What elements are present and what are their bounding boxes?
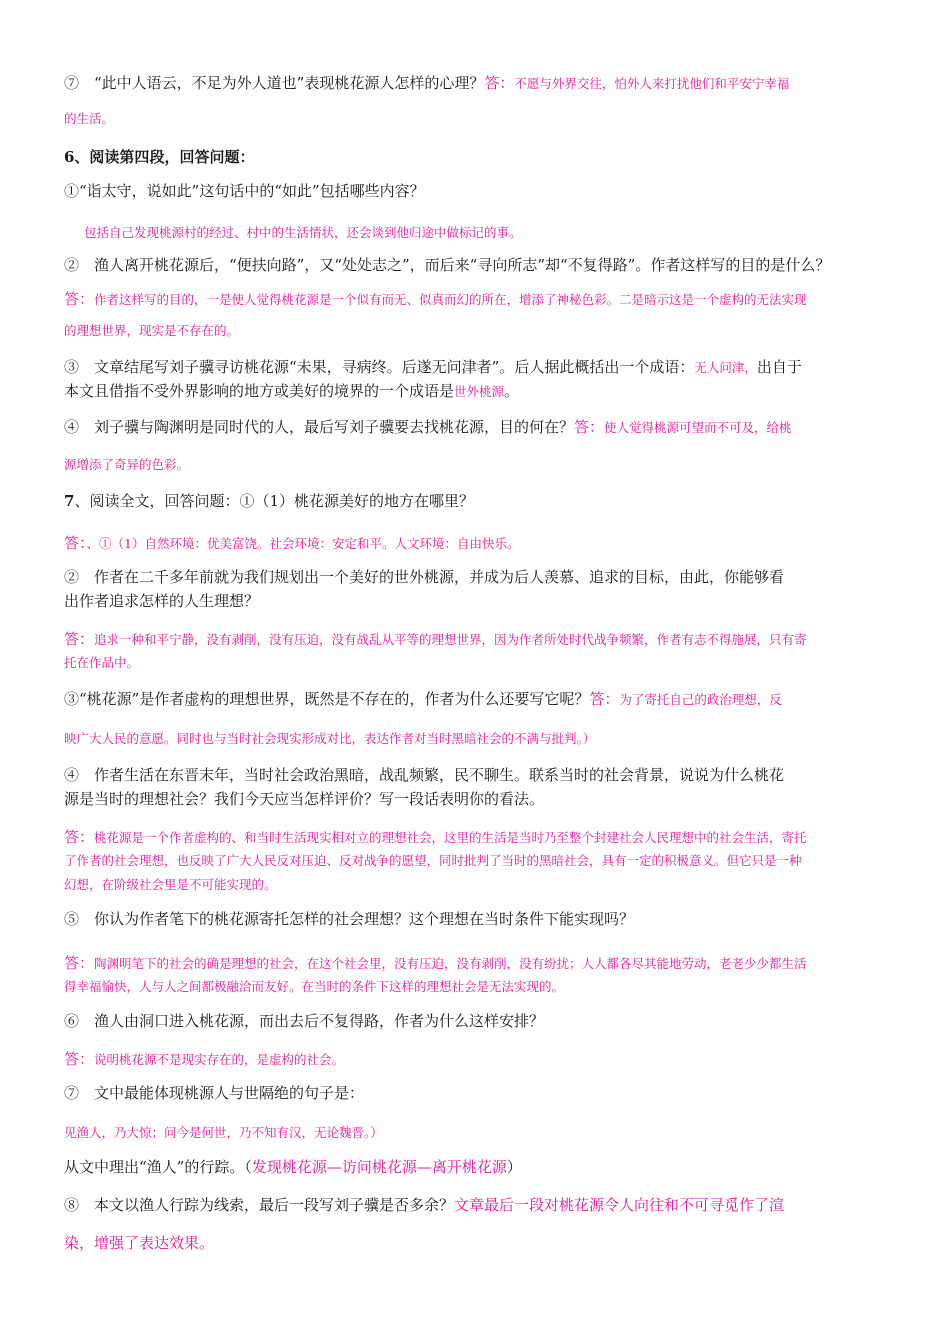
question-6-3-cont: 本文且借指不受外界影响的地方或美好的境界的一个成语是世外桃源。 xyxy=(64,382,520,400)
question-7-4: ④ 作者生活在东晋末年，当时社会政治黑暗，战乱频繁，民不聊生。联系当时的社会背景，说说为什么桃花 xyxy=(64,766,785,784)
answer-s1-7-cont: 的生活。 xyxy=(64,111,115,126)
question-7-4-cont: 源是当时的理想社会？我们今天应当怎样评价？写一段话表明你的看法。 xyxy=(64,790,545,808)
answer-7-2-cont: 托在作品中。 xyxy=(64,655,140,670)
question-7-3: ③“桃花源”是作者虚构的理想世界，既然是不存在的，作者为什么还要写它呢？答：为了寄托自己的政治理想，反 xyxy=(64,690,782,708)
answer-6-1: 包括自己发现桃源村的经过、村中的生活情状，还会谈到他归途中做标记的事。 xyxy=(84,225,522,240)
answer-7-8-cont: 染，增强了表达效果。 xyxy=(64,1234,215,1252)
question-6-2: ② 渔人离开桃花源后，“便扶向路”，又“处处志之”，而后来“寻向所志”却“不复得路”。作者这样写的目的是什么？ xyxy=(64,256,831,274)
answer-7-7: 见渔人，乃大惊；问今是何世，乃不知有汉，无论魏晋。） xyxy=(64,1125,383,1140)
answer-6-2: 答：作者这样写的目的，一是使人觉得桃花源是一个似有而无、似真而幻的所在，增添了神秘色彩。二是暗示这是一个虚构的无法实现 xyxy=(64,290,807,308)
answer-6-2-cont: 的理想世界，现实是不存在的。 xyxy=(64,323,240,338)
section-7-heading: 7、阅读全文，回答问题：①（1）桃花源美好的地方在哪里？ xyxy=(64,492,474,510)
question-6-1: ①“诣太守，说如此”这句话中的“如此”包括哪些内容？ xyxy=(64,182,425,200)
answer-7-4-cont2: 幻想，在阶级社会里是不可能实现的。 xyxy=(64,877,277,892)
answer-7-3-cont: 映广大人民的意愿。同时也与当时社会现实形成对比，表达作者对当时黑暗社会的不满与批判。） xyxy=(64,731,596,746)
question-6-3: ③ 文章结尾写刘子骥寻访桃花源“未果，寻病终。后遂无问津者”。后人据此概括出一个成语：无人问津，出自于 xyxy=(64,358,802,376)
question-trace: 从文中理出“渔人”的行踪。（发现桃花源—访问桃花源—离开桃花源） xyxy=(64,1158,522,1176)
question-7-6: ⑥ 渔人由洞口进入桃花源，而出去后不复得路，作者为什么这样安排？ xyxy=(64,1012,545,1030)
question-s1-7: ⑦ “此中人语云，不足为外人道也”表现桃花源人怎样的心理？答：不愿与外界交往，怕外人来打扰他们和平安宁幸福 xyxy=(64,74,790,92)
section-6-heading: 6、阅读第四段，回答问题： xyxy=(64,148,255,166)
answer-7-5-cont: 得幸福愉快，人与人之间都极融洽而友好。在当时的条件下这样的理想社会是无法实现的。 xyxy=(64,979,565,994)
answer-7-5: 答：陶渊明笔下的社会的确是理想的社会，在这个社会里，没有压迫，没有剥削，没有纷扰；人人都各尽其能地劳动，老老少少都生活 xyxy=(64,954,807,972)
question-7-5: ⑤ 你认为作者笔下的桃花源寄托怎样的社会理想？这个理想在当时条件下能实现吗？ xyxy=(64,910,635,928)
answer-7-2: 答：追求一种和平宁静，没有剥削，没有压迫，没有战乱从平等的理想世界，因为作者所处时代战争频繁，作者有志不得施展，只有寄 xyxy=(64,630,807,648)
answer-6-4-cont: 源增添了奇异的色彩。 xyxy=(64,457,190,472)
answer-7-4: 答：桃花源是一个作者虚构的、和当时生活现实相对立的理想社会，这里的生活是当时乃至整个封建社会人民理想中的社会生活，寄托 xyxy=(64,828,807,846)
question-6-4: ④ 刘子骥与陶渊明是同时代的人，最后写刘子骥要去找桃花源，目的何在？答：使人觉得桃源可望而不可及，给桃 xyxy=(64,418,792,436)
question-7-2-cont: 出作者追求怎样的人生理想？ xyxy=(64,592,260,610)
question-7-8: ⑧ 本文以渔人行踪为线索，最后一段写刘子骥是否多余？文章最后一段对桃花源令人向往和不可寻觅作了渲 xyxy=(64,1196,785,1214)
question-7-2: ② 作者在二千多年前就为我们规划出一个美好的世外桃源，并成为后人羡慕、追求的目标，由此，你能够看 xyxy=(64,568,785,586)
question-7-7: ⑦ 文中最能体现桃源人与世隔绝的句子是： xyxy=(64,1084,365,1102)
answer-7-1: 答：、①（1）自然环境：优美富饶。社会环境：安定和平。人文环境：自由快乐。 xyxy=(64,534,520,552)
answer-7-6: 答：说明桃花源不是现实存在的，是虚构的社会。 xyxy=(64,1050,345,1068)
answer-7-4-cont1: 了作者的社会理想，也反映了广大人民反对压迫、反对战争的愿望，同时批判了当时的黑暗社会，具有一定的积极意义。但它只是一种 xyxy=(64,853,802,868)
